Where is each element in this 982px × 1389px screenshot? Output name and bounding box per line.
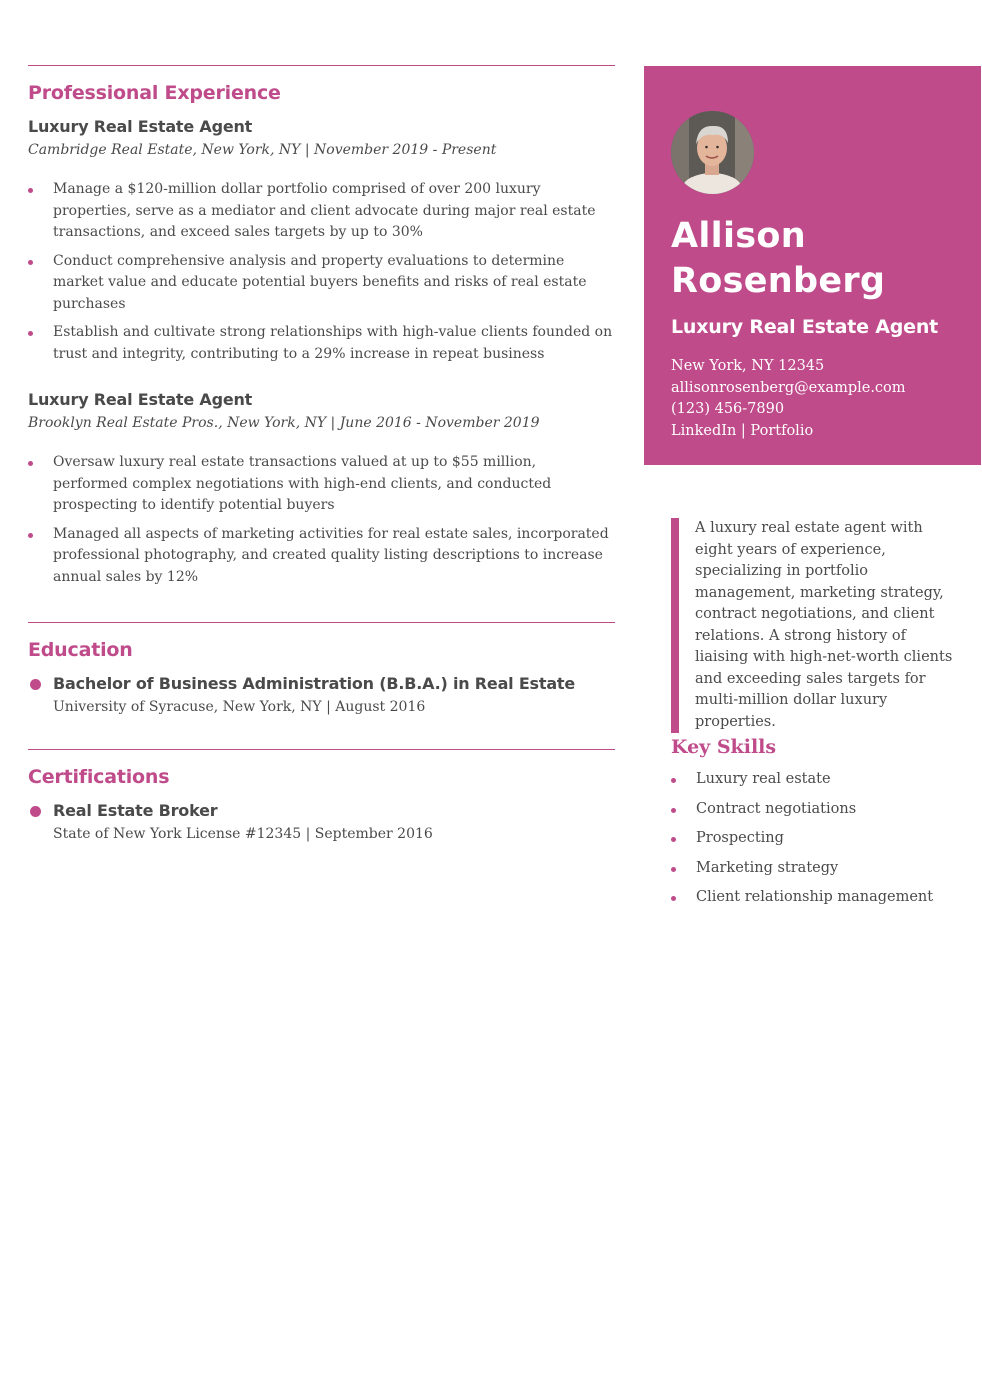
job-title: Luxury Real Estate Agent [28,117,253,136]
main-column [28,65,615,844]
bullet-dot-icon [671,896,676,901]
bullet-text: Oversaw luxury real estate transactions valued at up to $55 million, performed complex negotiations with high-end clients, and conducted prospecting to identify potential buyers [53,454,552,513]
certifications-section [28,749,615,844]
skill-text: Client relationship management [696,889,934,905]
summary: A luxury real estate agent with eight years of experience, specializing in portfolio management, marketing strategy, contract negotiations, and client relations. A strong history of liaising with high-net-worth clients and exceeding sales targets for multi-million dollar luxury properties. [671,518,956,733]
contact-info [671,356,954,442]
job-meta: Cambridge Real Estate, New York, NY | November 2019 - Present [28,142,497,158]
skills-list [671,769,961,908]
bullet-text: Conduct comprehensive analysis and property evaluations to determine market value and educate potential buyers benefits and risks of real estate purchases [53,252,587,312]
skill-item [671,799,961,820]
skill-text: Marketing strategy [696,859,839,876]
experience-heading: Professional Experience [28,82,281,104]
contact-email[interactable]: allisonrosenberg@example.com [671,379,906,396]
job-meta: Brooklyn Real Estate Pros., New York, NY | June 2016 - November 2019 [28,415,540,431]
bullet-text: Manage a $120-million dollar portfolio comprised of over 200 luxury properties, serve as a mediator and client advocate during major real estate transactions, and exceed sales targets by up to 30% [53,181,596,240]
skill-item [671,769,961,790]
bullet-dot-icon [28,533,33,538]
bullet-item [28,179,615,244]
skill-item [671,828,961,849]
bullet-dot-icon [28,461,33,466]
degree-meta: University of Syracuse, New York, NY | August 2016 [53,699,426,715]
bullet-dot-icon [30,679,41,690]
bullet-dot-icon [28,188,33,193]
certification-meta: State of New York License #12345 | September 2016 [53,826,433,842]
job-bullets [28,452,615,588]
bullet-dot-icon [671,837,676,842]
bullet-item [28,251,615,316]
avatar-photo-icon [671,111,754,194]
bullet-dot-icon [671,778,676,783]
bullet-dot-icon [28,260,33,265]
skills-heading: Key Skills [671,736,777,758]
certification-item [28,800,615,844]
avatar [671,111,754,194]
degree-title: Bachelor of Business Administration (B.B.A.) in Real Estate [53,674,576,693]
bullet-dot-icon [30,806,41,817]
skill-text: Luxury real estate [696,771,831,787]
bullet-dot-icon [671,867,676,872]
skill-text: Contract negotiations [696,800,857,817]
full-name [671,214,954,304]
bullet-text: Managed all aspects of marketing activities for real estate sales, incorporated professional photography, and created quality listing descriptions to increase annual sales by 12% [53,525,609,585]
job-title: Luxury Real Estate Agent [28,390,253,409]
last-name: Rosenberg [671,261,886,301]
job-entry [28,389,615,588]
job-role: Luxury Real Estate Agent [671,316,939,338]
bullet-dot-icon [28,331,33,336]
bullet-item [28,452,615,517]
education-section [28,622,615,717]
job-entry [28,116,615,365]
bullet-item [28,524,615,589]
certifications-heading: Certifications [28,766,170,788]
education-item [28,673,615,717]
job-bullets [28,179,615,365]
bullet-item [28,322,615,365]
contact-location: New York, NY 12345 [671,358,825,374]
bullet-dot-icon [671,808,676,813]
certification-title: Real Estate Broker [53,801,218,820]
profile-header [644,66,981,465]
bullet-text: Establish and cultivate strong relationships with high-value clients founded on trust and integrity, contributing to a 29% increase in repeat business [53,324,613,362]
skill-item [671,858,961,879]
education-heading: Education [28,639,133,661]
skill-item [671,887,961,908]
contact-links[interactable]: LinkedIn | Portfolio [671,422,814,439]
experience-section [28,65,615,588]
skills-section [671,733,961,917]
contact-phone[interactable]: (123) 456-7890 [671,401,785,417]
first-name: Allison [671,216,806,256]
skill-text: Prospecting [696,830,784,846]
